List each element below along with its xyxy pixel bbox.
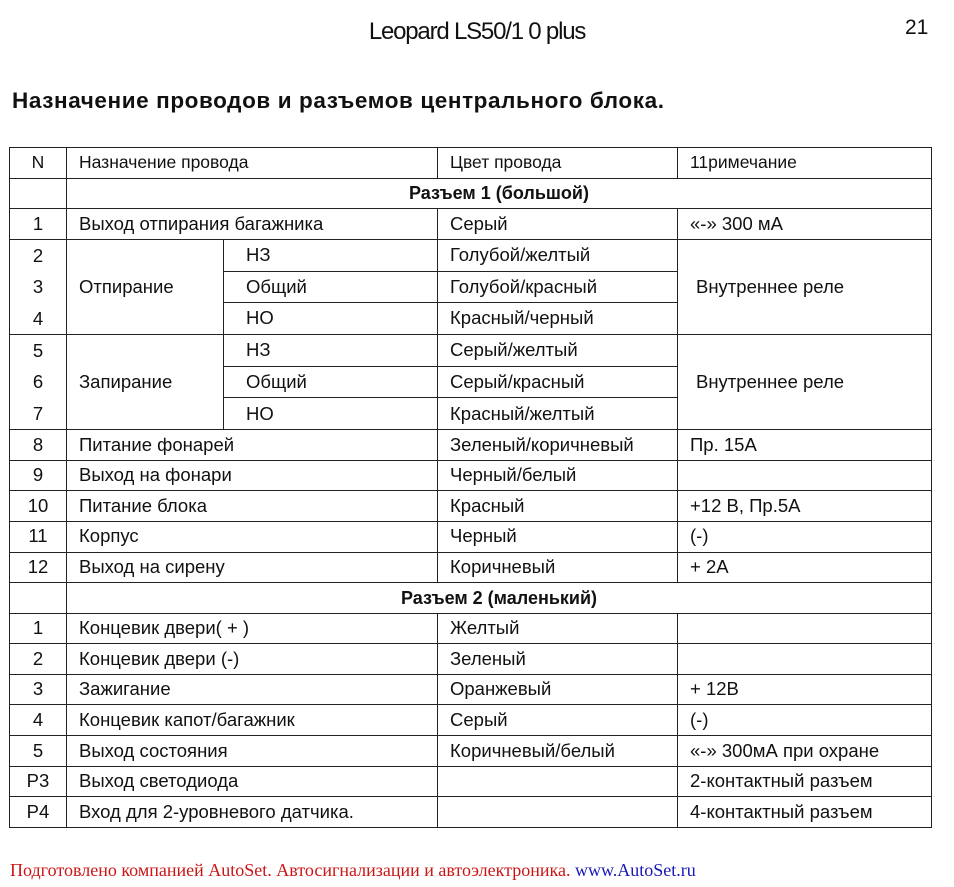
group-number: 5 (32, 339, 44, 361)
cell-purpose: Вход для 2-уровневого датчика. (67, 797, 438, 828)
cell-purpose: Концевик капот/багажник (67, 705, 438, 736)
cell-purpose: Выход на фонари (67, 460, 438, 491)
header-purpose: Назначение провода (67, 148, 438, 179)
section-row (10, 178, 932, 209)
table-row (10, 644, 932, 675)
cell-n: 12 (10, 552, 67, 583)
table-row (10, 797, 932, 828)
cell-purpose: Выход на сирену (67, 552, 438, 583)
cell-n: 2 (10, 644, 67, 675)
cell-color: Оранжевый (438, 674, 678, 705)
cell-note (678, 613, 932, 644)
page-number: 21 (905, 16, 929, 39)
group-number: 6 (32, 371, 44, 393)
cell-n: 8 (10, 430, 67, 461)
group-number: 3 (32, 276, 44, 298)
cell-note: (-) (678, 705, 932, 736)
table-row (10, 674, 932, 705)
cell-note: 2-контактный разъем (678, 766, 932, 797)
wire-table (9, 147, 932, 828)
cell-purpose: Концевик двери (-) (67, 644, 438, 675)
group-name-lock: Запирание (67, 334, 224, 429)
cell-n: 3 (10, 674, 67, 705)
table-row (10, 736, 932, 767)
cell-color: Зеленый (438, 644, 678, 675)
table-row (10, 491, 932, 522)
group-number: 4 (32, 307, 44, 329)
cell-color: Черный (438, 521, 678, 552)
header-color: Цвет провода (438, 148, 678, 179)
cell-purpose: Питание блока (67, 491, 438, 522)
cell-color: Голубой/желтый (438, 239, 678, 271)
cell-color: Серый (438, 209, 678, 240)
cell-n: Р4 (10, 797, 67, 828)
cell-color: Черный/белый (438, 460, 678, 491)
group-numbers-lock (10, 334, 67, 429)
group-numbers-unlock (10, 239, 67, 334)
cell-contact: Общий (224, 271, 438, 303)
section-empty-cell (10, 178, 67, 209)
cell-color: Красный (438, 491, 678, 522)
cell-n: 5 (10, 736, 67, 767)
section-title-connector-1: Разъем 1 (большой) (67, 178, 932, 209)
table-row (10, 239, 932, 271)
group-note-lock: Внутреннее реле (678, 334, 932, 429)
group-number: 2 (32, 244, 44, 266)
cell-n: 4 (10, 705, 67, 736)
table-row (10, 521, 932, 552)
cell-note: 4-контактный разъем (678, 797, 932, 828)
section-empty-cell (10, 583, 67, 614)
group-name-unlock: Отпирание (67, 239, 224, 334)
cell-n: 11 (10, 521, 67, 552)
group-number: 7 (32, 402, 44, 424)
footer (10, 860, 696, 881)
cell-color: Серый/красный (438, 366, 678, 398)
cell-n: 10 (10, 491, 67, 522)
cell-note: (-) (678, 521, 932, 552)
cell-n: 9 (10, 460, 67, 491)
document-title: Leopard LS50/1 0 plus (368, 18, 586, 45)
table-row (10, 552, 932, 583)
cell-purpose: Зажигание (67, 674, 438, 705)
footer-text: Подготовлено компанией AutoSet. Автосигнализации и автоэлектроника. (10, 860, 571, 880)
group-note-unlock: Внутреннее реле (678, 239, 932, 334)
table-row (10, 613, 932, 644)
table-row (10, 705, 932, 736)
footer-url-link[interactable]: www.AutoSet.ru (574, 860, 696, 880)
cell-contact: НО (224, 398, 438, 430)
cell-color (438, 797, 678, 828)
page-heading: Назначение проводов и разъемов центрального блока. (12, 88, 665, 113)
cell-n: 1 (10, 613, 67, 644)
cell-color: Красный/черный (438, 303, 678, 335)
cell-color: Голубой/красный (438, 271, 678, 303)
cell-contact: НО (224, 303, 438, 335)
cell-note: + 2А (678, 552, 932, 583)
table-row (10, 209, 932, 240)
cell-color: Коричневый (438, 552, 678, 583)
header-n: N (10, 148, 67, 179)
cell-color: Коричневый/белый (438, 736, 678, 767)
cell-color: Зеленый/коричневый (438, 430, 678, 461)
cell-purpose: Корпус (67, 521, 438, 552)
cell-color: Красный/желтый (438, 398, 678, 430)
cell-note: +12 В, Пр.5А (678, 491, 932, 522)
cell-purpose: Выход светодиода (67, 766, 438, 797)
table-row (10, 430, 932, 461)
table-header-row (10, 148, 932, 179)
cell-note (678, 460, 932, 491)
table-row (10, 766, 932, 797)
cell-color: Серый/желтый (438, 334, 678, 366)
cell-color: Серый (438, 705, 678, 736)
cell-purpose: Выход отпирания багажника (67, 209, 438, 240)
section-title-connector-2: Разъем 2 (маленький) (67, 583, 932, 614)
cell-purpose: Питание фонарей (67, 430, 438, 461)
cell-color: Желтый (438, 613, 678, 644)
cell-note: «-» 300 мА (678, 209, 932, 240)
header-note: 11римечание (678, 148, 932, 179)
cell-purpose: Выход состояния (67, 736, 438, 767)
section-row (10, 583, 932, 614)
table-row (10, 460, 932, 491)
cell-color (438, 766, 678, 797)
cell-contact: НЗ (224, 334, 438, 366)
cell-contact: Общий (224, 366, 438, 398)
cell-note: Пр. 15А (678, 430, 932, 461)
cell-purpose: Концевик двери( + ) (67, 613, 438, 644)
table-row (10, 334, 932, 366)
cell-note: + 12В (678, 674, 932, 705)
cell-n: Р3 (10, 766, 67, 797)
cell-n: 1 (10, 209, 67, 240)
cell-note (678, 644, 932, 675)
cell-contact: НЗ (224, 239, 438, 271)
cell-note: «-» 300мА при охране (678, 736, 932, 767)
